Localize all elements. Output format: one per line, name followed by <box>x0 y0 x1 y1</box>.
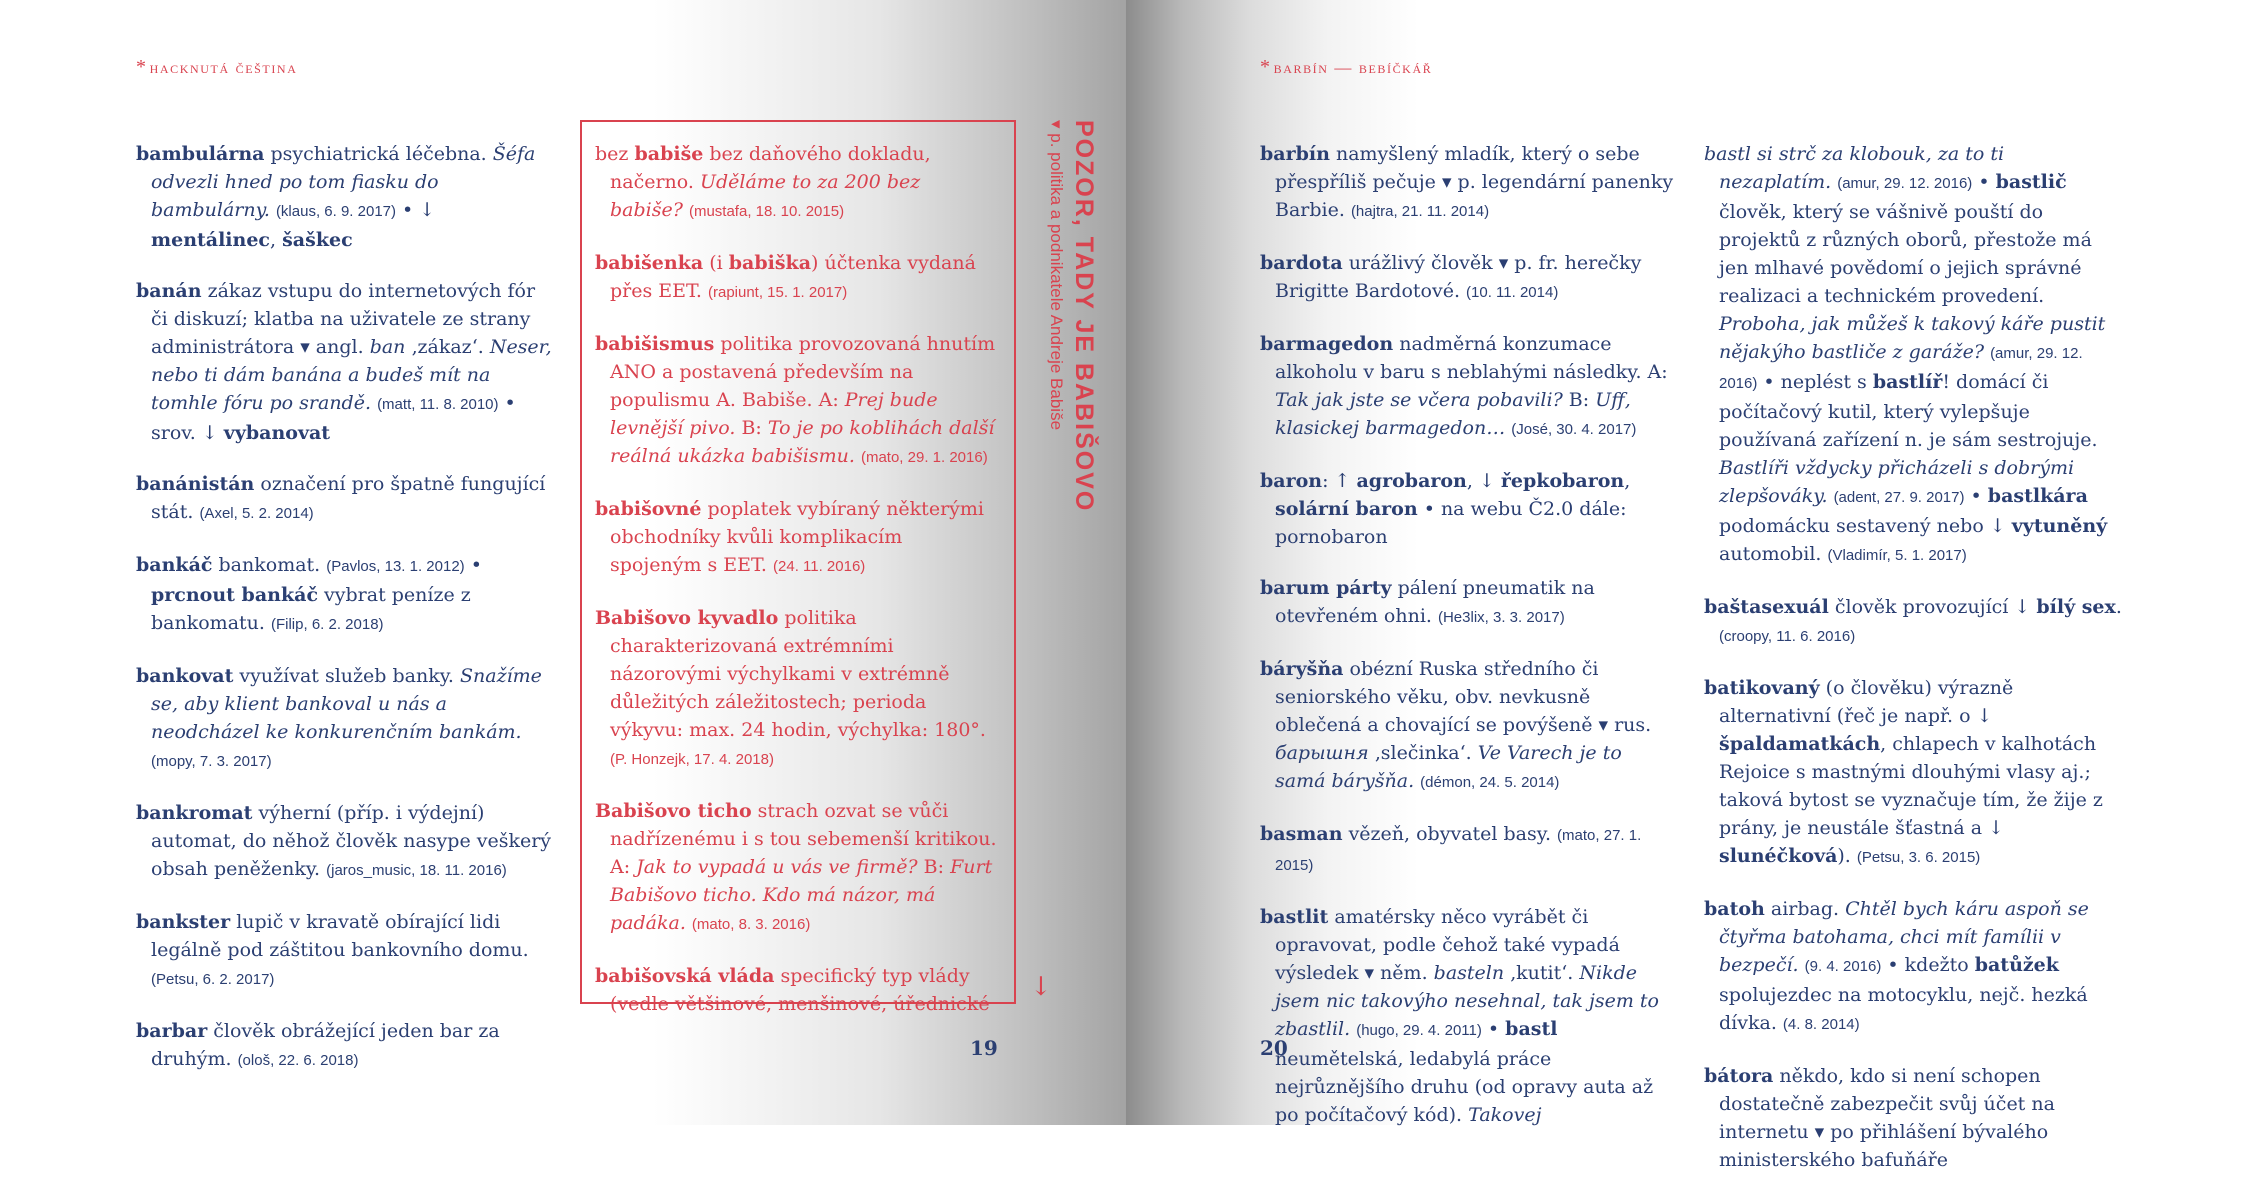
entry-text: airbag. <box>1764 898 1846 920</box>
entry-text: vězeň, obyvatel basy. <box>1342 823 1558 845</box>
right-column-2-entries <box>1704 140 2122 1197</box>
dictionary-entry <box>1704 1062 2122 1174</box>
headword: bastlit <box>1260 906 1329 928</box>
source-citation: (mustafa, 18. 10. 2015) <box>688 203 845 220</box>
entry-text: amatérsky něco vyrábět či opravovat, podle čehož také vypadá výsledek ▾ něm. <box>1275 906 1620 984</box>
headword: báryšňa <box>1260 658 1344 680</box>
left-column-entries <box>136 140 554 1098</box>
entry-text: , <box>270 229 283 251</box>
entry-text: • neplést s <box>1757 371 1873 393</box>
entry-text: B: <box>1562 389 1596 411</box>
dictionary-entry <box>136 799 554 885</box>
page-number-right: 20 <box>1260 1036 1288 1060</box>
example-text: bastl si strč za klobouk, za to ti nezaplatím. <box>1704 143 2005 193</box>
source-citation: (amur, 29. 12. 2016) <box>1719 345 2083 392</box>
source-citation: (adent, 27. 9. 2017) <box>1833 489 1965 506</box>
dictionary-entry <box>136 551 554 639</box>
source-citation: (mato, 29. 1. 2016) <box>860 449 988 466</box>
entry-text: spolujezdec na motocyklu, nejč. hezká dívka. <box>1719 984 2088 1034</box>
right-column-1-entries <box>1260 140 1678 1152</box>
example-text: Uděláme to za 200 bez babiše? <box>610 171 921 221</box>
continue-down-arrow-icon: ↓ <box>1030 972 1052 1002</box>
headword: bastlíř <box>1872 371 1943 393</box>
babisovo-box-side-title <box>1038 120 1100 1000</box>
source-citation: (Pavlos, 13. 1. 2012) <box>326 558 465 575</box>
example-text: Jak to vypadá u vás ve firmě? <box>636 856 918 878</box>
entry-text: někdo, kdo si není schopen dostatečně zabezpečit svůj účet na internetu ▾ po přihlášení bývalého ministerského bafuňáře <box>1719 1065 2055 1171</box>
running-head-star: * <box>136 56 148 78</box>
example-text: Furt Babišovo ticho. Kdo má názor, má padáka. <box>610 856 993 934</box>
headword: Babišovo kyvadlo <box>595 607 779 629</box>
left-running-head <box>136 56 297 79</box>
headword: baron <box>1260 470 1323 492</box>
headword: bastlič <box>1995 171 2067 193</box>
example-text: Šéfa odvezli hned po tom fiasku do bambulárny. <box>151 143 536 221</box>
right-running-head <box>1260 56 1432 79</box>
entry-text: urážlivý člověk ▾ p. fr. herečky Brigitte Bardotové. <box>1275 252 1642 302</box>
entry-text: • <box>1964 485 1988 507</box>
dictionary-entry <box>1704 674 2122 872</box>
headword: bankovat <box>136 665 234 687</box>
entry-text: namyšlený mladík, který o sebe přespříliš pečuje ▾ p. legendární panenky Barbie. <box>1275 143 1674 221</box>
example-text: Chtěl bych káru aspoň se čtyřma batohama, chci mít famílii v bezpečí. <box>1719 898 2089 976</box>
source-citation: (hajtra, 21. 11. 2014) <box>1350 203 1490 220</box>
entry-text: , ↓ <box>1466 470 1501 492</box>
dictionary-entry <box>595 249 999 307</box>
headword: vybanovat <box>223 422 331 444</box>
entry-text: výherní (příp. i výdejní) automat, do něhož člověk nasype veškerý obsah peněženky. <box>151 802 552 880</box>
source-citation: (Petsu, 3. 6. 2015) <box>1856 849 1981 866</box>
entry-text: • <box>1481 1018 1506 1040</box>
headword: babišovné <box>595 498 702 520</box>
entry-text: B: <box>917 856 951 878</box>
example-text: Prej bude levnější pivo. <box>610 389 938 439</box>
headword: babišismus <box>595 333 715 355</box>
source-citation: (Vladimír, 5. 1. 2017) <box>1827 547 1967 564</box>
source-citation: (mato, 8. 3. 2016) <box>691 916 811 933</box>
headword: bastl <box>1505 1018 1558 1040</box>
entry-text: • ↓ <box>396 199 436 221</box>
entry-text: vybrat peníze z bankomatu. <box>151 584 471 634</box>
headword: bambulárna <box>136 143 265 165</box>
entry-text: • <box>1972 171 1996 193</box>
source-citation: (mopy, 7. 3. 2017) <box>151 753 272 770</box>
entry-text: označení pro špatně fungující stát. <box>151 473 546 523</box>
dictionary-entry <box>136 140 554 254</box>
page-number-left: 19 <box>970 1036 998 1060</box>
source-citation: (Petsu, 6. 2. 2017) <box>151 971 275 988</box>
headword: babišenka <box>595 252 704 274</box>
entry-text: ). <box>1837 845 1857 867</box>
example-text: Nikde jsem nic takovýho nesehnal, tak jsem to zbastlil. <box>1275 962 1659 1040</box>
dictionary-entry <box>1260 249 1678 307</box>
running-head-star: * <box>1260 56 1272 78</box>
running-head-text: hacknutá čeština <box>149 58 298 77</box>
dictionary-entry <box>1260 574 1678 632</box>
headword: batikovaný <box>1704 677 1820 699</box>
left-page <box>0 0 1126 1125</box>
headword: vytuněný <box>2011 515 2108 537</box>
box-subtitle: ▾ p. politika a podnikatele Andreje Babiše <box>1047 120 1066 431</box>
entry-text: člověk obrážející jeden bar za druhým. <box>151 1020 500 1070</box>
headword: basman <box>1260 823 1343 845</box>
source-citation: (ološ, 22. 6. 2018) <box>237 1052 359 1069</box>
dictionary-entry <box>136 470 554 528</box>
dictionary-entry <box>1704 593 2122 651</box>
dictionary-entry <box>1704 140 2122 570</box>
example-text: барышня <box>1275 742 1369 764</box>
dictionary-entry <box>1260 330 1678 444</box>
entry-text: (o člověku) výrazně alternativní (řeč je např. o ↓ <box>1719 677 2014 727</box>
example-text: Snažíme se, aby klient bankoval u nás a neodcházel ke konkurenčním bankám. <box>151 665 542 743</box>
example-text: Uff, klasickej barmagedon… <box>1275 389 1631 439</box>
headword: batoh <box>1704 898 1765 920</box>
headword: barmagedon <box>1260 333 1394 355</box>
dictionary-entry <box>595 495 999 581</box>
example-text: Tak jak jste se včera pobavili? <box>1275 389 1563 411</box>
right-page <box>1126 0 2252 1171</box>
entry-text: bankomat. <box>212 554 327 576</box>
dictionary-entry <box>1260 655 1678 797</box>
headword: barbar <box>136 1020 208 1042</box>
entry-text: člověk, který se vášnivě pouští do projektů z různých oborů, přestože má jen mlhavé povědomí o jejich správné realizaci a technickém provedení. <box>1719 201 2092 307</box>
source-citation: (P. Honzejk, 17. 4. 2018) <box>610 751 774 768</box>
entry-text: • kdežto <box>1881 954 1975 976</box>
headword: bankáč <box>136 554 213 576</box>
headword: šaškec <box>282 229 353 251</box>
headword: baštasexuál <box>1704 596 1829 618</box>
headword: bílý sex <box>2036 596 2116 618</box>
entry-text: člověk provozující ↓ <box>1828 596 2037 618</box>
headword: barbín <box>1260 143 1330 165</box>
source-citation: (José, 30. 4. 2017) <box>1511 421 1637 438</box>
entry-text: ) účtenka vydaná přes EET. <box>610 252 976 302</box>
headword: barum párty <box>1260 577 1392 599</box>
entry-text: • na webu Č2.0 dále: pornobaron <box>1275 498 1627 548</box>
headword: Babišovo ticho <box>595 800 752 822</box>
source-citation: (9. 4. 2016) <box>1804 958 1882 975</box>
entry-text: (i <box>703 252 729 274</box>
dictionary-entry <box>136 1017 554 1075</box>
dictionary-entry <box>595 962 999 1018</box>
source-citation: (He3lix, 3. 3. 2017) <box>1437 609 1565 626</box>
entry-text: obézní Ruska středního či seniorského věku, obv. nevkusně oblečená a chovající se povýšeně ▾ rus. <box>1275 658 1652 736</box>
entry-text: politika provozovaná hnutím ANO a postavená především na populismu A. Babiše. A: <box>610 333 996 411</box>
source-citation: (matt, 11. 8. 2010) <box>377 396 499 413</box>
entry-text: B: <box>735 417 768 439</box>
example-text: ban <box>369 336 406 358</box>
headword: batůžek <box>1974 954 2059 976</box>
example-text: Neser, nebo ti dám banána a budeš mít na tomhle fóru po srandě. <box>151 336 552 414</box>
entry-text: specifický typ vlády (vedle většinové, menšinové, úřednické <box>610 965 990 1015</box>
entry-text: bez daňového dokladu, načerno. <box>610 143 931 193</box>
entry-text: neumětelská, ledabylá práce nejrůznějšího druhu (od opravy auta až po počítačový kód). <box>1275 1048 1654 1126</box>
source-citation: (mato, 27. 1. 2015) <box>1275 827 1642 874</box>
source-citation: (Filip, 6. 2. 2018) <box>270 616 384 633</box>
headword: banán <box>136 280 202 302</box>
entry-text: , chlapech v kalhotách Rejoice s mastnými dlouhými vlasy aj.; taková bytost se vyznačuje tím, že žije z prány, je neustále šťastná a ↓ <box>1719 733 2103 839</box>
entry-text: ‚zákaz‘. <box>405 336 490 358</box>
headword: babišovská vláda <box>595 965 775 987</box>
example-text: Ve Varech je to samá báryšňa. <box>1275 742 1622 792</box>
dictionary-entry <box>136 662 554 776</box>
headword: bankster <box>136 911 231 933</box>
source-citation: (croopy, 11. 6. 2016) <box>1719 628 1856 645</box>
dictionary-entry <box>595 330 999 472</box>
entry-text: ‚slečinka‘. <box>1368 742 1478 764</box>
entry-text: psychiatrická léčebna. <box>264 143 493 165</box>
source-citation: (amur, 29. 12. 2016) <box>1837 175 1973 192</box>
dictionary-entry <box>1260 903 1678 1129</box>
entry-text: poplatek vybíraný některými obchodníky kvůli komplikacím spojeným s EET. <box>610 498 984 576</box>
entry-text: využívat služeb banky. <box>233 665 460 687</box>
headword: bardota <box>1260 252 1343 274</box>
example-text: Takovej <box>1468 1104 1542 1126</box>
dictionary-entry <box>595 797 999 939</box>
entry-text: zákaz vstupu do internetových fór či diskuzí; klatba na uživatele ze strany administrátora ▾ angl. <box>151 280 536 358</box>
headword: banánistán <box>136 473 255 495</box>
dictionary-entry <box>136 277 554 447</box>
dictionary-entry <box>1260 467 1678 551</box>
source-citation: (démon, 24. 5. 2014) <box>1420 774 1560 791</box>
entry-text: politika charakterizovaná extrémními názorovými výchylkami v extrémně důležitých záležitostech; perioda výkyvu: max. 24 hodin, výchylka: 180°. <box>610 607 986 741</box>
box-title: POZOR, TADY JE BABIŠOVO <box>1070 120 1098 513</box>
headword: bankromat <box>136 802 253 824</box>
babisovo-box-entries <box>595 140 999 1041</box>
entry-text: , <box>1624 470 1631 492</box>
dictionary-entry <box>1704 895 2122 1039</box>
example-text: To je po koblihách další reálná ukázka babišismu. <box>610 417 995 467</box>
source-citation: (rapiunt, 15. 1. 2017) <box>707 284 848 301</box>
dictionary-entry <box>595 604 999 774</box>
dictionary-entry <box>1260 140 1678 226</box>
headword: agrobaron <box>1356 470 1467 492</box>
entry-text: nadměrná konzumace alkoholu v baru s neblahými následky. A: <box>1275 333 1668 383</box>
source-citation: (jaros_music, 18. 11. 2016) <box>326 862 507 879</box>
source-citation: (10. 11. 2014) <box>1466 284 1559 301</box>
example-text: Proboha, jak můžeš k takový káře pustit nějakýho bastliče z garáže? <box>1719 313 2106 363</box>
headword: babiška <box>728 252 812 274</box>
headword: slunéčková <box>1719 845 1838 867</box>
dictionary-entry <box>595 140 999 226</box>
headword: řepkobaron <box>1500 470 1625 492</box>
entry-text: ‚kutit‘. <box>1504 962 1580 984</box>
source-citation: (4. 8. 2014) <box>1782 1016 1860 1033</box>
entry-text: : ↑ <box>1322 470 1357 492</box>
headword: prcnout bankáč <box>151 584 319 606</box>
headword: bastlkára <box>1987 485 2088 507</box>
source-citation: (klaus, 6. 9. 2017) <box>275 203 397 220</box>
source-citation: (hugo, 29. 4. 2011) <box>1356 1022 1482 1039</box>
entry-text: lupič v kravatě obírající lidi legálně pod záštitou bankovního domu. <box>151 911 529 961</box>
headword: babiše <box>634 143 704 165</box>
source-citation: (Axel, 5. 2. 2014) <box>199 505 314 522</box>
example-text: Bastlíři vždycky přicházeli s dobrými zlepšováky. <box>1719 457 2075 507</box>
running-head-text: barbín — bebíčkář <box>1273 58 1433 77</box>
entry-text: . <box>2115 596 2122 618</box>
headword: solární baron <box>1275 498 1418 520</box>
entry-text: ! domácí či počítačový kutil, který vylepšuje používaná zařízení n. je sám sestrojuje. <box>1719 371 2098 451</box>
entry-text: • srov. ↓ <box>151 392 516 444</box>
headword: mentálinec <box>151 229 271 251</box>
source-citation: (24. 11. 2016) <box>773 558 866 575</box>
dictionary-entry <box>136 908 554 994</box>
entry-text: pálení pneumatik na otevřeném ohni. <box>1275 577 1595 627</box>
entry-text: podomácku sestavený nebo ↓ <box>1719 515 2012 537</box>
entry-text: • <box>464 554 482 576</box>
dictionary-entry <box>1260 820 1678 880</box>
headword: špaldamatkách <box>1719 733 1881 755</box>
entry-text: automobil. <box>1719 543 1828 565</box>
headword: bátora <box>1704 1065 1774 1087</box>
example-text: basteln <box>1433 962 1505 984</box>
entry-text: strach ozvat se vůči nadřízenému i s tou sebemenší kritikou. A: <box>610 800 997 878</box>
entry-text: bez <box>595 143 635 165</box>
